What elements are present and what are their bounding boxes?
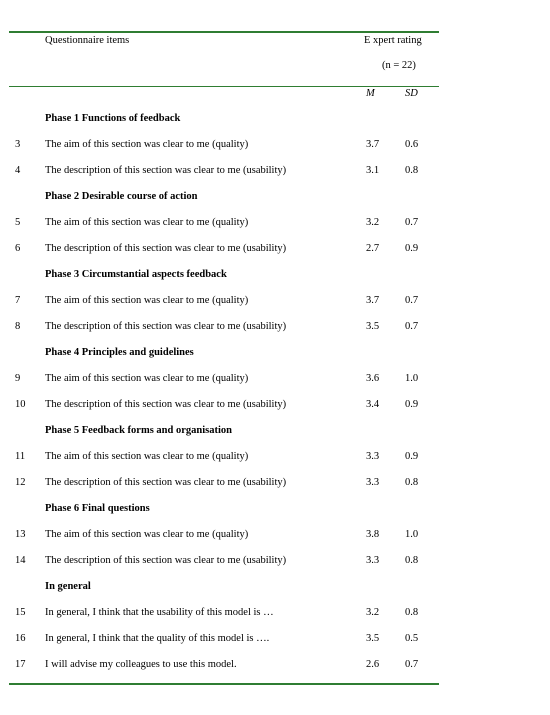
row-mean: 3.7	[366, 139, 380, 150]
row-item-text: The aim of this section was clear to me (quality)	[45, 217, 249, 228]
row-sd: 1.0	[405, 529, 419, 540]
bottom-rule	[9, 683, 439, 685]
row-mean: 3.6	[366, 373, 380, 384]
row-sd: 0.7	[405, 295, 419, 306]
row-mean: 3.2	[366, 217, 380, 228]
row-item-text: The description of this section was clear to me (usability)	[45, 321, 287, 332]
row-number: 15	[15, 607, 26, 618]
row-item-text: The description of this section was clear to me (usability)	[45, 165, 287, 176]
row-mean: 3.7	[366, 295, 380, 306]
row-mean: 3.2	[366, 607, 380, 618]
section-title: Phase 1 Functions of feedback	[45, 113, 181, 124]
top-rule	[9, 31, 439, 33]
row-number: 5	[15, 217, 21, 228]
row-mean: 3.3	[366, 477, 380, 488]
row-mean: 3.5	[366, 633, 380, 644]
row-item-text: I will advise my colleagues to use this model.	[45, 659, 237, 670]
row-item-text: The description of this section was clear to me (usability)	[45, 399, 287, 410]
row-item-text: The aim of this section was clear to me (quality)	[45, 139, 249, 150]
row-sd: 0.8	[405, 165, 419, 176]
row-mean: 3.1	[366, 165, 380, 176]
row-item-text: The description of this section was clear to me (usability)	[45, 555, 287, 566]
section-title: Phase 4 Principles and guidelines	[45, 347, 194, 358]
row-number: 4	[15, 165, 21, 176]
row-sd: 0.8	[405, 477, 419, 488]
row-sd: 0.9	[405, 243, 419, 254]
row-mean: 3.3	[366, 451, 380, 462]
row-item-text: The aim of this section was clear to me (quality)	[45, 451, 249, 462]
row-item-text: In general, I think that the usability of this model is …	[45, 607, 274, 618]
row-sd: 0.8	[405, 555, 419, 566]
row-sd: 0.7	[405, 217, 419, 228]
row-number: 3	[15, 139, 21, 150]
section-title: Phase 5 Feedback forms and organisation	[45, 425, 232, 436]
row-item-text: In general, I think that the quality of this model is ….	[45, 633, 270, 644]
row-number: 11	[15, 451, 26, 462]
row-mean: 2.6	[366, 659, 380, 670]
header-sd: SD	[405, 88, 418, 99]
row-sd: 1.0	[405, 373, 419, 384]
header-m: M	[366, 88, 375, 99]
row-mean: 3.5	[366, 321, 380, 332]
row-sd: 0.7	[405, 659, 419, 670]
row-sd: 0.5	[405, 633, 419, 644]
row-number: 7	[15, 295, 21, 306]
header-expert-rating: E xpert rating	[364, 35, 422, 46]
row-number: 9	[15, 373, 21, 384]
row-number: 6	[15, 243, 21, 254]
row-number: 8	[15, 321, 21, 332]
row-sd: 0.7	[405, 321, 419, 332]
header-items: Questionnaire items	[45, 35, 130, 46]
row-sd: 0.9	[405, 399, 419, 410]
row-item-text: The description of this section was clear to me (usability)	[45, 243, 287, 254]
section-title: Phase 2 Desirable course of action	[45, 191, 198, 202]
section-title: Phase 6 Final questions	[45, 503, 150, 514]
row-mean: 2.7	[366, 243, 380, 254]
row-sd: 0.8	[405, 607, 419, 618]
row-item-text: The description of this section was clear to me (usability)	[45, 477, 287, 488]
row-item-text: The aim of this section was clear to me (quality)	[45, 295, 249, 306]
row-mean: 3.4	[366, 399, 380, 410]
row-item-text: The aim of this section was clear to me (quality)	[45, 373, 249, 384]
header-n: (n = 22)	[382, 60, 416, 71]
row-number: 12	[15, 477, 26, 488]
row-number: 14	[15, 555, 26, 566]
row-mean: 3.3	[366, 555, 380, 566]
row-item-text: The aim of this section was clear to me (quality)	[45, 529, 249, 540]
row-number: 17	[15, 659, 26, 670]
row-mean: 3.8	[366, 529, 380, 540]
row-number: 13	[15, 529, 26, 540]
row-number: 16	[15, 633, 26, 644]
row-sd: 0.6	[405, 139, 419, 150]
row-sd: 0.9	[405, 451, 419, 462]
section-title: In general	[45, 581, 91, 592]
section-title: Phase 3 Circumstantial aspects feedback	[45, 269, 227, 280]
row-number: 10	[15, 399, 26, 410]
